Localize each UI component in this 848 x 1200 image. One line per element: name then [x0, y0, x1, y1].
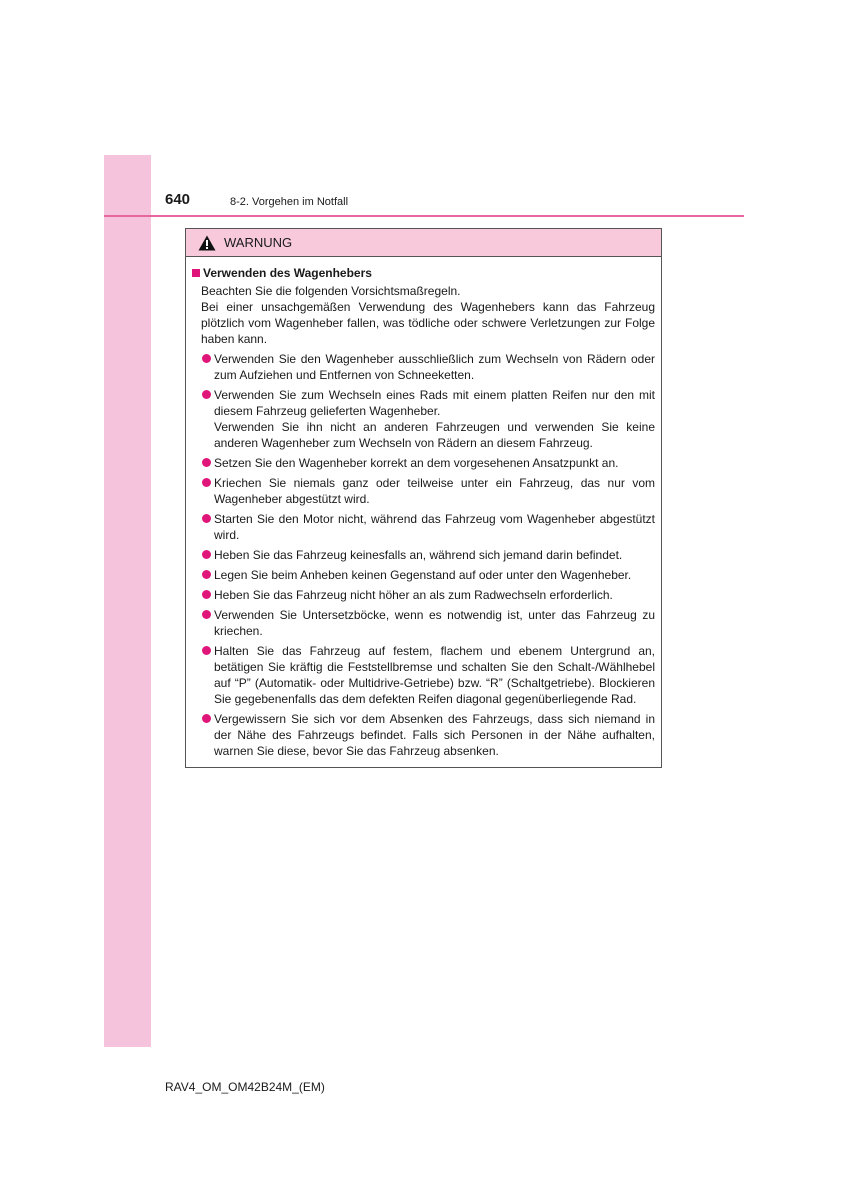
list-item: Verwenden Sie den Wagenheber ausschließlich zum Wechseln von Rädern oder zum Aufziehen und Entfernen von Schneeketten. — [201, 351, 655, 383]
bullet-dot-icon — [202, 714, 211, 723]
bullet-dot-icon — [202, 590, 211, 599]
list-item: Vergewissern Sie sich vor dem Absenken des Fahrzeugs, dass sich niemand in der Nähe des Fahrzeugs befindet. Falls sich Personen in der Nähe aufhalten, warnen Sie diese, bevor Sie das Fahrzeug absenken. — [201, 711, 655, 759]
bullet-dot-icon — [202, 390, 211, 399]
list-item: Kriechen Sie niemals ganz oder teilweise unter ein Fahrzeug, das nur vom Wagenheber abgestützt wird. — [201, 475, 655, 507]
square-bullet-icon — [192, 269, 200, 277]
intro-line: Bei einer unsachgemäßen Verwendung des Wagenhebers kann das Fahrzeug plötzlich vom Wagenheber fallen, was tödliche oder schwere Verletzungen zur Folge haben kann. — [201, 300, 655, 346]
warning-intro — [192, 283, 655, 347]
warning-subheading — [192, 265, 655, 281]
list-item: Legen Sie beim Anheben keinen Gegenstand auf oder unter den Wagenheber. — [201, 567, 655, 583]
bullet-dot-icon — [202, 550, 211, 559]
chapter-side-tab — [104, 155, 151, 1047]
header-rule — [104, 215, 744, 217]
list-item: Starten Sie den Motor nicht, während das Fahrzeug vom Wagenheber abgestützt wird. — [201, 511, 655, 543]
warning-box — [185, 228, 662, 768]
subheading-text: Verwenden des Wagenhebers — [203, 266, 372, 280]
bullet-dot-icon — [202, 458, 211, 467]
bullet-dot-icon — [202, 354, 211, 363]
warning-header — [186, 229, 661, 257]
list-item: Halten Sie das Fahrzeug auf festem, flachem und ebenem Untergrund an, betätigen Sie kräftig die Feststellbremse und schalten Sie den Schalt-/Wählhebel auf “P” (Automatik- oder Multidrive-Getriebe) bzw. “R” (Schaltgetriebe). Blockieren Sie gegebenenfalls das dem defekten Reifen diagonal gegenüberliegende Rad. — [201, 643, 655, 707]
warning-title: WARNUNG — [224, 235, 293, 250]
list-item: Heben Sie das Fahrzeug nicht höher an als zum Radwechseln erforderlich. — [201, 587, 655, 603]
warning-triangle-icon — [198, 235, 216, 251]
bullet-dot-icon — [202, 570, 211, 579]
bullet-dot-icon — [202, 514, 211, 523]
bullet-dot-icon — [202, 610, 211, 619]
section-title: 8-2. Vorgehen im Notfall — [230, 196, 349, 208]
list-item: Setzen Sie den Wagenheber korrekt an dem vorgesehenen Ansatzpunkt an. — [201, 455, 655, 471]
list-item: Verwenden Sie zum Wechseln eines Rads mit einem platten Reifen nur den mit diesem Fahrzeug gelieferten Wagenheber. Verwenden Sie ihn nicht an anderen Fahrzeugen und verwenden Sie keine anderen Wagenheber zum Wechseln von Rädern an diesem Fahrzeug. — [201, 387, 655, 451]
intro-line: Beachten Sie die folgenden Vorsichtsmaßregeln. — [201, 284, 461, 298]
document-code: RAV4_OM_OM42B24M_(EM) — [165, 1080, 325, 1094]
page-number: 640 — [165, 191, 191, 208]
list-item: Heben Sie das Fahrzeug keinesfalls an, während sich jemand darin befindet. — [201, 547, 655, 563]
list-item: Verwenden Sie Untersetzböcke, wenn es notwendig ist, unter das Fahrzeug zu kriechen. — [201, 607, 655, 639]
bullet-dot-icon — [202, 478, 211, 487]
warning-body — [186, 257, 661, 759]
bullet-dot-icon — [202, 646, 211, 655]
warning-bullet-list — [192, 351, 655, 759]
